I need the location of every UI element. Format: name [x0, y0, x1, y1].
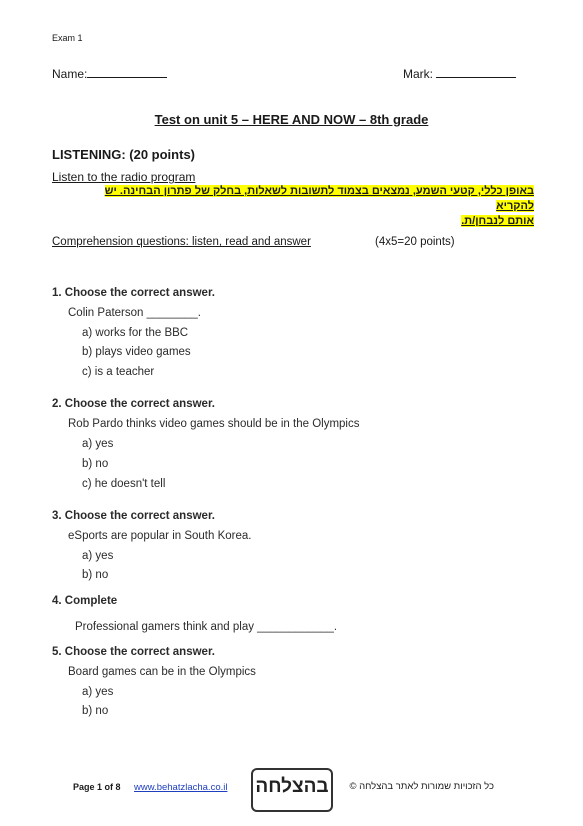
comprehension-heading: Comprehension questions: listen, read and answer — [52, 236, 311, 248]
page-title: Test on unit 5 – HERE AND NOW – 8th grade — [154, 112, 429, 127]
name-label: Name: — [52, 67, 88, 81]
question-3-prompt: eSports are popular in South Korea. — [68, 530, 252, 542]
question-2-option-b[interactable]: b) no — [82, 458, 109, 470]
logo-text: בהצלחה — [255, 776, 329, 797]
logo-subtext — [291, 797, 292, 803]
question-2-heading: 2. Choose the correct answer. — [52, 398, 215, 410]
name-blank[interactable] — [87, 66, 167, 78]
mark-field[interactable] — [403, 66, 516, 81]
question-1-prompt: Colin Paterson ________. — [68, 307, 201, 319]
hebrew-note-line1: באופן כללי, קטעי השמע, נמצאים בצמוד לתשובות לשאלות, בחלק של פתרון הבחינה. יש להקריא — [104, 185, 534, 212]
points-label: (4x5=20 points) — [375, 236, 455, 248]
hebrew-note — [70, 184, 534, 229]
hebrew-note-line2: אותם לנבחן/ת. — [461, 215, 534, 227]
mark-label: Mark: — [403, 67, 433, 81]
site-link[interactable]: www.behatzlacha.co.il — [134, 782, 228, 793]
question-3-option-a[interactable]: a) yes — [82, 550, 114, 562]
question-1-heading: 1. Choose the correct answer. — [52, 287, 215, 299]
question-5-option-a[interactable]: a) yes — [82, 686, 114, 698]
question-5-prompt: Board games can be in the Olympics — [68, 666, 256, 678]
question-1-option-b[interactable]: b) plays video games — [82, 346, 191, 358]
mark-blank[interactable] — [436, 66, 516, 78]
listen-instruction: Listen to the radio program — [52, 170, 196, 184]
question-4-prompt[interactable]: Professional gamers think and play ____________. — [75, 621, 338, 633]
question-1-option-a[interactable]: a) works for the BBC — [82, 327, 189, 339]
listening-heading: LISTENING: (20 points) — [52, 147, 195, 162]
question-3-option-b[interactable]: b) no — [82, 569, 109, 581]
question-4-heading: 4. Complete — [52, 595, 118, 607]
question-2-option-a[interactable]: a) yes — [82, 438, 114, 450]
question-2-prompt: Rob Pardo thinks video games should be in the Olympics — [68, 418, 360, 430]
behatzlacha-logo — [251, 768, 333, 812]
question-1-option-c[interactable]: c) is a teacher — [82, 366, 155, 378]
question-3-heading: 3. Choose the correct answer. — [52, 510, 215, 522]
name-field[interactable] — [52, 66, 167, 81]
question-5-heading: 5. Choose the correct answer. — [52, 646, 215, 658]
question-5-option-b[interactable]: b) no — [82, 705, 109, 717]
question-2-option-c[interactable]: c) he doesn't tell — [82, 478, 166, 490]
page-number: Page 1 of 8 — [73, 782, 121, 792]
exam-label: Exam 1 — [52, 33, 83, 43]
copyright-notice: כל הזכויות שמורות לאתר בהצלחה © — [349, 781, 494, 792]
